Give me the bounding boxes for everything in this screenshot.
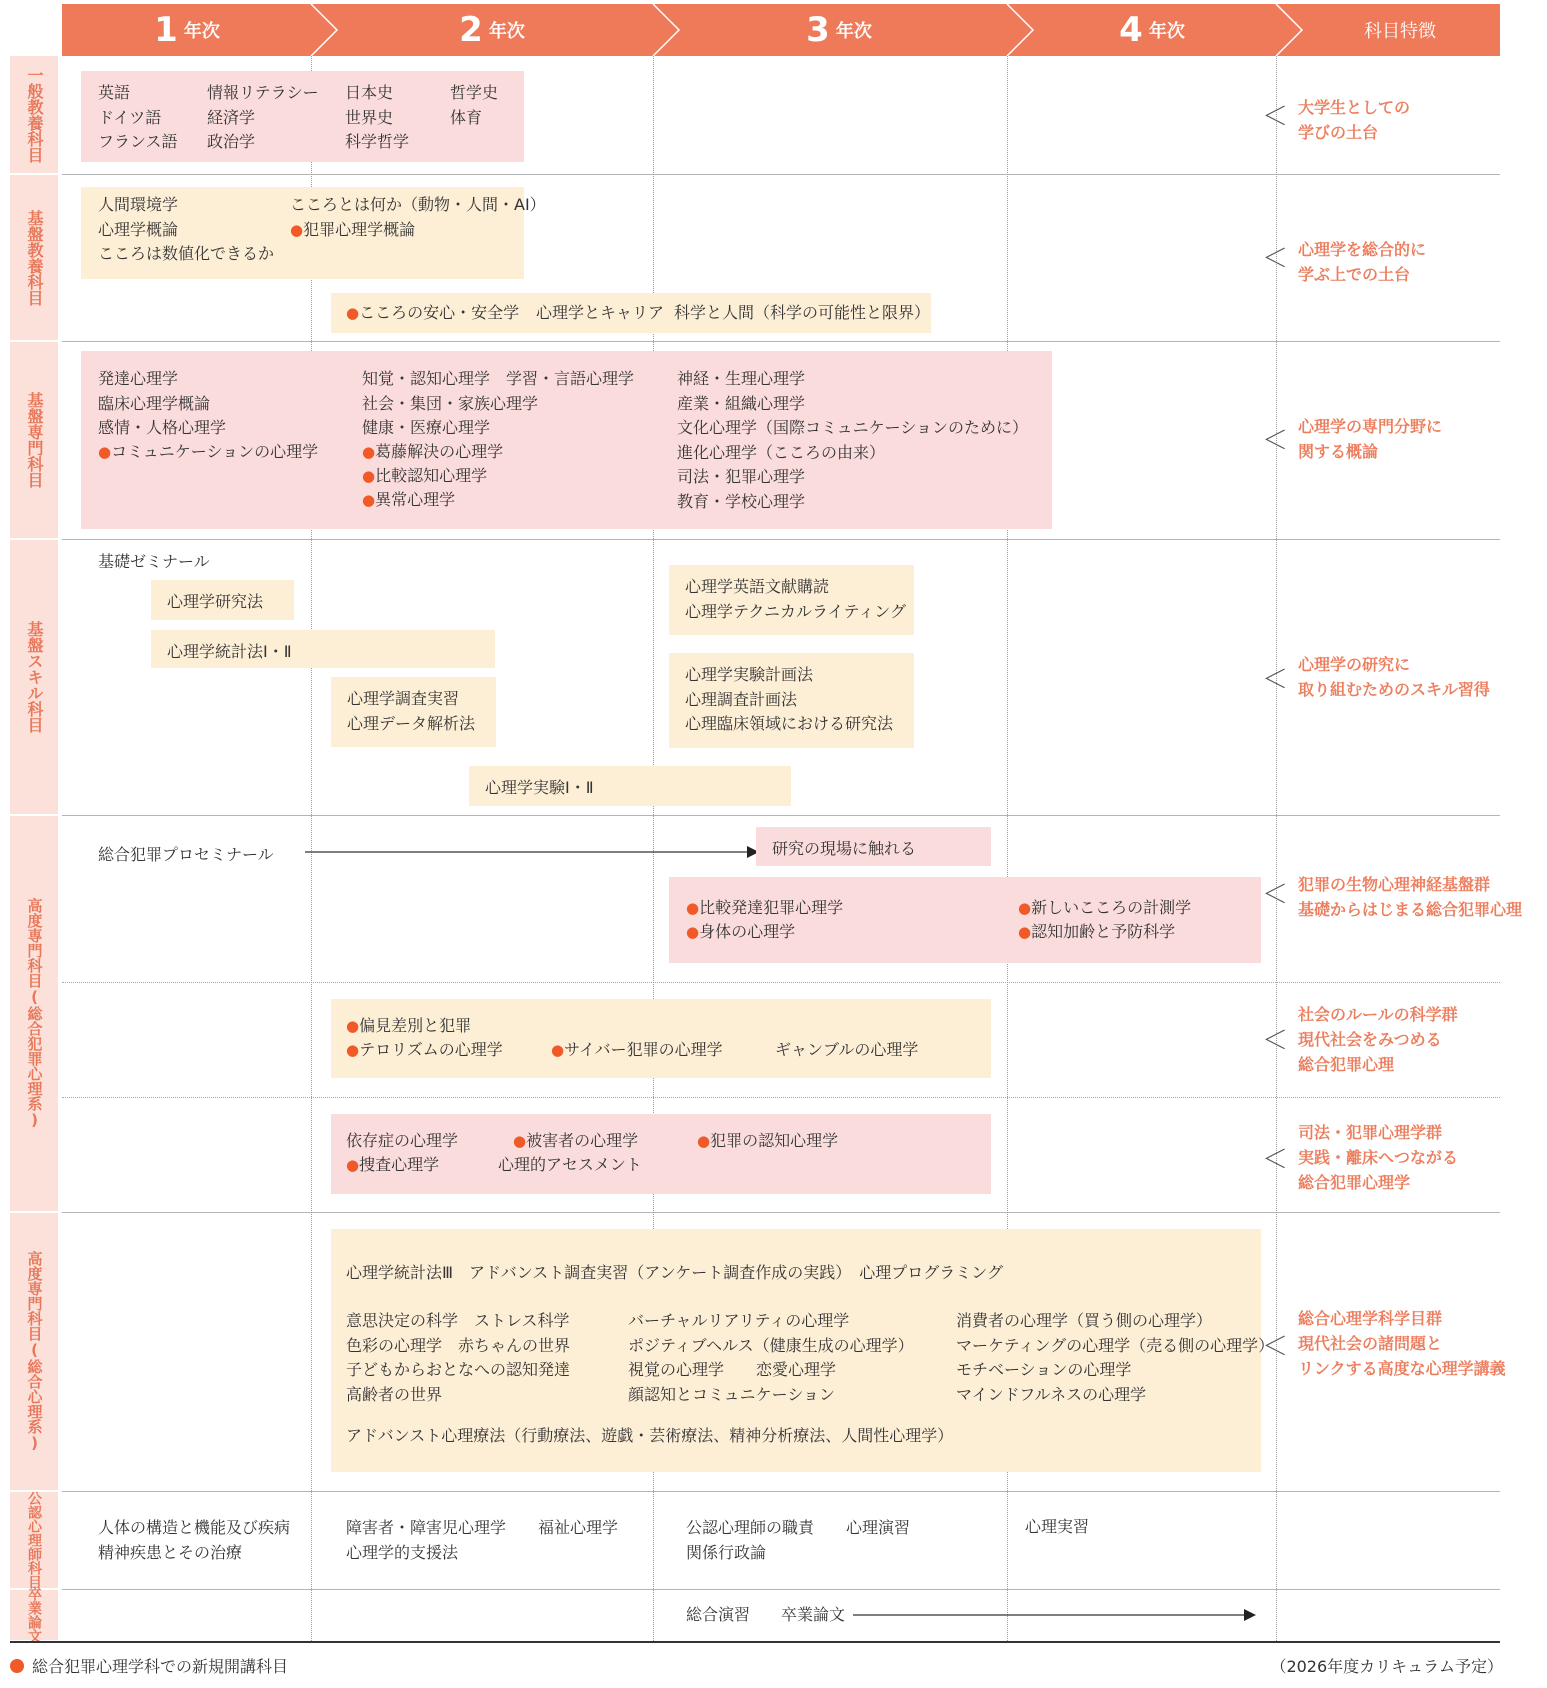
course-item-new <box>98 440 318 465</box>
feature-text: 総合心理学科学目群 現代社会の諸問題と リンクする高度な心理学講義 <box>1298 1309 1506 1378</box>
new-course-marker-icon: ● <box>513 1132 527 1150</box>
course-name: こころの安心・安全学 <box>359 303 520 322</box>
year-suffix: 年次 <box>1148 21 1185 42</box>
year-4-heading <box>1028 4 1276 56</box>
year-number: 4 <box>1119 10 1143 50</box>
year-number: 3 <box>806 10 830 50</box>
course-item: 心理学とキャリア <box>536 303 665 322</box>
course-name: 比較発達犯罪心理学 <box>699 898 844 917</box>
new-course-marker-icon: ● <box>346 1041 360 1059</box>
category-advanced-crime-psychology <box>10 816 58 1211</box>
course-item: 依存症の心理学 <box>346 1131 459 1150</box>
category-label: 公認心理師科目 <box>26 1491 42 1589</box>
footer-rule <box>10 1641 1500 1643</box>
row-divider <box>62 1491 1500 1492</box>
field-experience-box <box>756 827 991 866</box>
course-list: 心理学実験計画法 心理調査計画法 心理臨床領域における研究法 <box>685 665 894 733</box>
curriculum-note: （2026年度カリキュラム予定） <box>1270 1657 1503 1676</box>
course-item-new <box>513 1129 638 1154</box>
year-3-heading <box>674 4 1004 56</box>
course-list: 心理学統計法Ⅲ アドバンスト調査実習（アンケート調査作成の実践） 心理プログラミング <box>346 1263 1003 1282</box>
chevron-left-icon: ＜ <box>1262 880 1289 910</box>
course-name: 心理学研究法 <box>167 592 264 611</box>
course-item-new <box>362 440 503 465</box>
course-name: 犯罪心理学概論 <box>303 220 416 239</box>
course-item-new <box>346 1153 439 1178</box>
subrow-divider <box>62 1097 1500 1098</box>
new-course-marker-icon: ● <box>346 1156 360 1174</box>
row-divider <box>62 815 1500 816</box>
course-item-new <box>362 488 455 513</box>
category-label: 高度専門科目(総合心理系) <box>25 1251 44 1452</box>
course-item: 基礎ゼミナール <box>98 552 210 571</box>
new-course-marker-icon: ● <box>98 443 112 461</box>
survey-practice-box <box>331 677 496 747</box>
chevron-left-icon: ＜ <box>1262 244 1289 274</box>
course-item-new <box>346 1014 471 1039</box>
new-course-marker-icon: ● <box>362 467 376 485</box>
course-item: ギャンブルの心理学 <box>775 1040 919 1059</box>
course-item-new <box>551 1038 723 1063</box>
proseminar-arrow <box>305 845 760 859</box>
course-list: 人間環境学 心理学概論 こころは数値化できるか <box>98 195 275 263</box>
course-name: 心理学統計法Ⅰ・Ⅱ <box>167 642 292 661</box>
course-list: アドバンスト心理療法（行動療法、遊戯・芸術療法、精神分析療法、人間性心理学） <box>346 1426 954 1445</box>
new-course-marker-icon: ● <box>551 1041 565 1059</box>
feature-text: 社会のルールの科学群 現代社会をみつめる 総合犯罪心理 <box>1298 1005 1458 1074</box>
feature-text: 心理学を総合的に 学ぶ上での土台 <box>1298 240 1427 284</box>
category-label: 高度専門科目(総合犯罪心理系) <box>25 898 44 1129</box>
course-list: バーチャルリアリティの心理学 ポジティブヘルス（健康生成の心理学） 視覚の心理学 恋愛心理学 顔認知とコミュニケーション <box>628 1311 914 1404</box>
row-divider <box>62 1212 1500 1213</box>
course-list: 神経・生理心理学 産業・組織心理学 文化心理学（国際コミュニケーションのために） 進化心理学（こころの由来） 司法・犯罪心理学 教育・学校心理学 <box>677 369 1029 511</box>
year-1-heading <box>62 4 312 56</box>
course-item-new <box>1018 896 1191 921</box>
course-name: コミュニケーションの心理学 <box>111 442 319 461</box>
new-course-marker-icon: ● <box>1018 923 1032 941</box>
feature-text: 犯罪の生物心理神経基盤群 基礎からはじまる総合犯罪心理 <box>1298 875 1523 919</box>
course-list: 心理学調査実習 心理データ解析法 <box>347 689 476 733</box>
category-foundation-liberal-arts <box>10 175 58 340</box>
course-list: 障害者・障害児心理学 福祉心理学 心理学的支援法 <box>346 1518 619 1562</box>
course-item-new <box>686 920 795 945</box>
research-design-box <box>669 653 914 748</box>
course-list: 知覚・認知心理学 学習・言語心理学 社会・集団・家族心理学 健康・医療心理学 <box>362 369 635 437</box>
english-reading-box <box>669 565 914 635</box>
feature-text: 心理学の専門分野に 関する概論 <box>1298 417 1443 461</box>
course-list: 公認心理師の職責 心理演習 関係行政論 <box>686 1518 911 1562</box>
new-course-marker-icon: ● <box>290 221 304 239</box>
new-course-marker-icon: ● <box>1018 899 1032 917</box>
course-item: 総合犯罪プロセミナール <box>98 845 274 864</box>
feature-text: 大学生としての 学びの土台 <box>1298 98 1411 142</box>
course-item: 総合演習 <box>686 1605 751 1624</box>
category-label: 基盤スキル科目 <box>25 621 44 733</box>
course-name: 犯罪の認知心理学 <box>710 1131 839 1150</box>
course-name: 異常心理学 <box>375 490 456 509</box>
year-suffix: 年次 <box>488 21 525 42</box>
category-thesis <box>10 1587 58 1643</box>
course-name: テロリズムの心理学 <box>359 1040 503 1059</box>
course-name: 偏見差別と犯罪 <box>359 1016 472 1035</box>
statistics-box <box>151 630 495 668</box>
chevron-left-icon: ＜ <box>1262 1026 1289 1056</box>
course-item-new <box>346 1038 503 1063</box>
course-list: 哲学史 体育 <box>450 83 499 127</box>
new-course-marker-icon: ● <box>697 1132 711 1150</box>
course-list: 発達心理学 臨床心理学概論 感情・人格心理学 <box>98 369 227 437</box>
legend <box>10 1654 288 1677</box>
course-item: こころとは何か（動物・人間・AI） <box>290 195 546 214</box>
chevron-left-icon: ＜ <box>1262 426 1289 456</box>
year-column-divider <box>1276 56 1277 1641</box>
year-2-heading <box>332 4 652 56</box>
course-list: 情報リテラシー 経済学 政治学 <box>207 83 319 151</box>
row-divider <box>62 1589 1500 1590</box>
category-foundation-skills <box>10 540 58 814</box>
course-item-new <box>697 1129 838 1154</box>
legend-label: 総合犯罪心理学科での新規開講科目 <box>32 1657 289 1676</box>
course-item-new <box>686 896 843 921</box>
new-course-marker-icon: ● <box>346 304 360 322</box>
course-item: 心理的アセスメント <box>498 1155 642 1174</box>
course-item: 心理実習 <box>1025 1517 1090 1536</box>
row-divider <box>62 174 1500 175</box>
category-certified-psychologist <box>10 1492 58 1588</box>
course-name: 葛藤解決の心理学 <box>375 442 504 461</box>
course-name: 被害者の心理学 <box>526 1131 639 1150</box>
category-label: 基盤教養科目 <box>25 209 44 306</box>
feature-text: 心理学の研究に 取り組むためのスキル習得 <box>1298 655 1490 699</box>
course-item-new <box>346 301 519 326</box>
year-suffix: 年次 <box>835 21 872 42</box>
new-course-marker-icon: ● <box>362 443 376 461</box>
thesis-arrow <box>853 1608 1258 1622</box>
chevron-left-icon: ＜ <box>1262 102 1289 132</box>
category-advanced-general-psychology <box>10 1213 58 1490</box>
category-label: 卒業論文 <box>26 1587 42 1643</box>
chevron-left-icon: ＜ <box>1262 1145 1289 1175</box>
course-name: 身体の心理学 <box>699 922 796 941</box>
row-divider <box>62 539 1500 540</box>
year-number: 2 <box>459 10 483 50</box>
chevron-left-icon: ＜ <box>1262 665 1289 695</box>
course-item-new <box>1018 920 1175 945</box>
course-item: 卒業論文 <box>781 1605 846 1624</box>
research-methods-box <box>151 580 294 620</box>
feature-column-heading: 科目特徴 <box>1364 21 1436 42</box>
course-name: サイバー犯罪の心理学 <box>564 1040 723 1059</box>
new-course-marker-icon: ● <box>362 491 376 509</box>
feature-text: 司法・犯罪心理学群 実践・離床へつながる 総合犯罪心理学 <box>1298 1123 1459 1192</box>
course-name: 新しいこころの計測学 <box>1031 898 1192 917</box>
category-foundation-specialized <box>10 342 58 538</box>
chevron-left-icon: ＜ <box>1262 1332 1289 1362</box>
course-item-new <box>290 218 415 243</box>
new-course-marker-icon <box>10 1659 24 1673</box>
course-list: 人体の構造と機能及び疾病 精神疾患とその治療 <box>98 1518 291 1562</box>
new-course-marker-icon: ● <box>346 1017 360 1035</box>
course-list: 消費者の心理学（買う側の心理学） マーケティングの心理学（売る側の心理学） モチベーションの心理学 マインドフルネスの心理学 <box>956 1311 1275 1404</box>
course-item-new <box>362 464 487 489</box>
subrow-divider <box>62 982 1500 983</box>
course-name: 心理学実験Ⅰ・Ⅱ <box>485 778 594 797</box>
course-name: 捜査心理学 <box>359 1155 440 1174</box>
course-name: 研究の現場に触れる <box>772 839 917 858</box>
course-name: 認知加齢と予防科学 <box>1031 922 1176 941</box>
course-item: 科学と人間（科学の可能性と限界） <box>674 303 931 322</box>
course-list: 日本史 世界史 科学哲学 <box>345 83 410 151</box>
category-general-education <box>10 56 58 173</box>
experiment-box <box>469 766 791 806</box>
course-list: 心理学英語文献購読 心理学テクニカルライティング <box>685 577 906 621</box>
course-list: 英語 ドイツ語 フランス語 <box>98 83 178 151</box>
category-label: 基盤専門科目 <box>25 392 44 488</box>
category-label: 一般教養科目 <box>25 66 44 163</box>
year-suffix: 年次 <box>183 21 220 42</box>
course-list: 意思決定の科学 ストレス科学 色彩の心理学 赤ちゃんの世界 子どもからおとなへの認知発達 高齢者の世界 <box>346 1311 571 1404</box>
course-name: 比較認知心理学 <box>375 466 488 485</box>
year-number: 1 <box>154 10 178 50</box>
new-course-marker-icon: ● <box>686 923 700 941</box>
new-course-marker-icon: ● <box>686 899 700 917</box>
row-divider <box>62 341 1500 342</box>
